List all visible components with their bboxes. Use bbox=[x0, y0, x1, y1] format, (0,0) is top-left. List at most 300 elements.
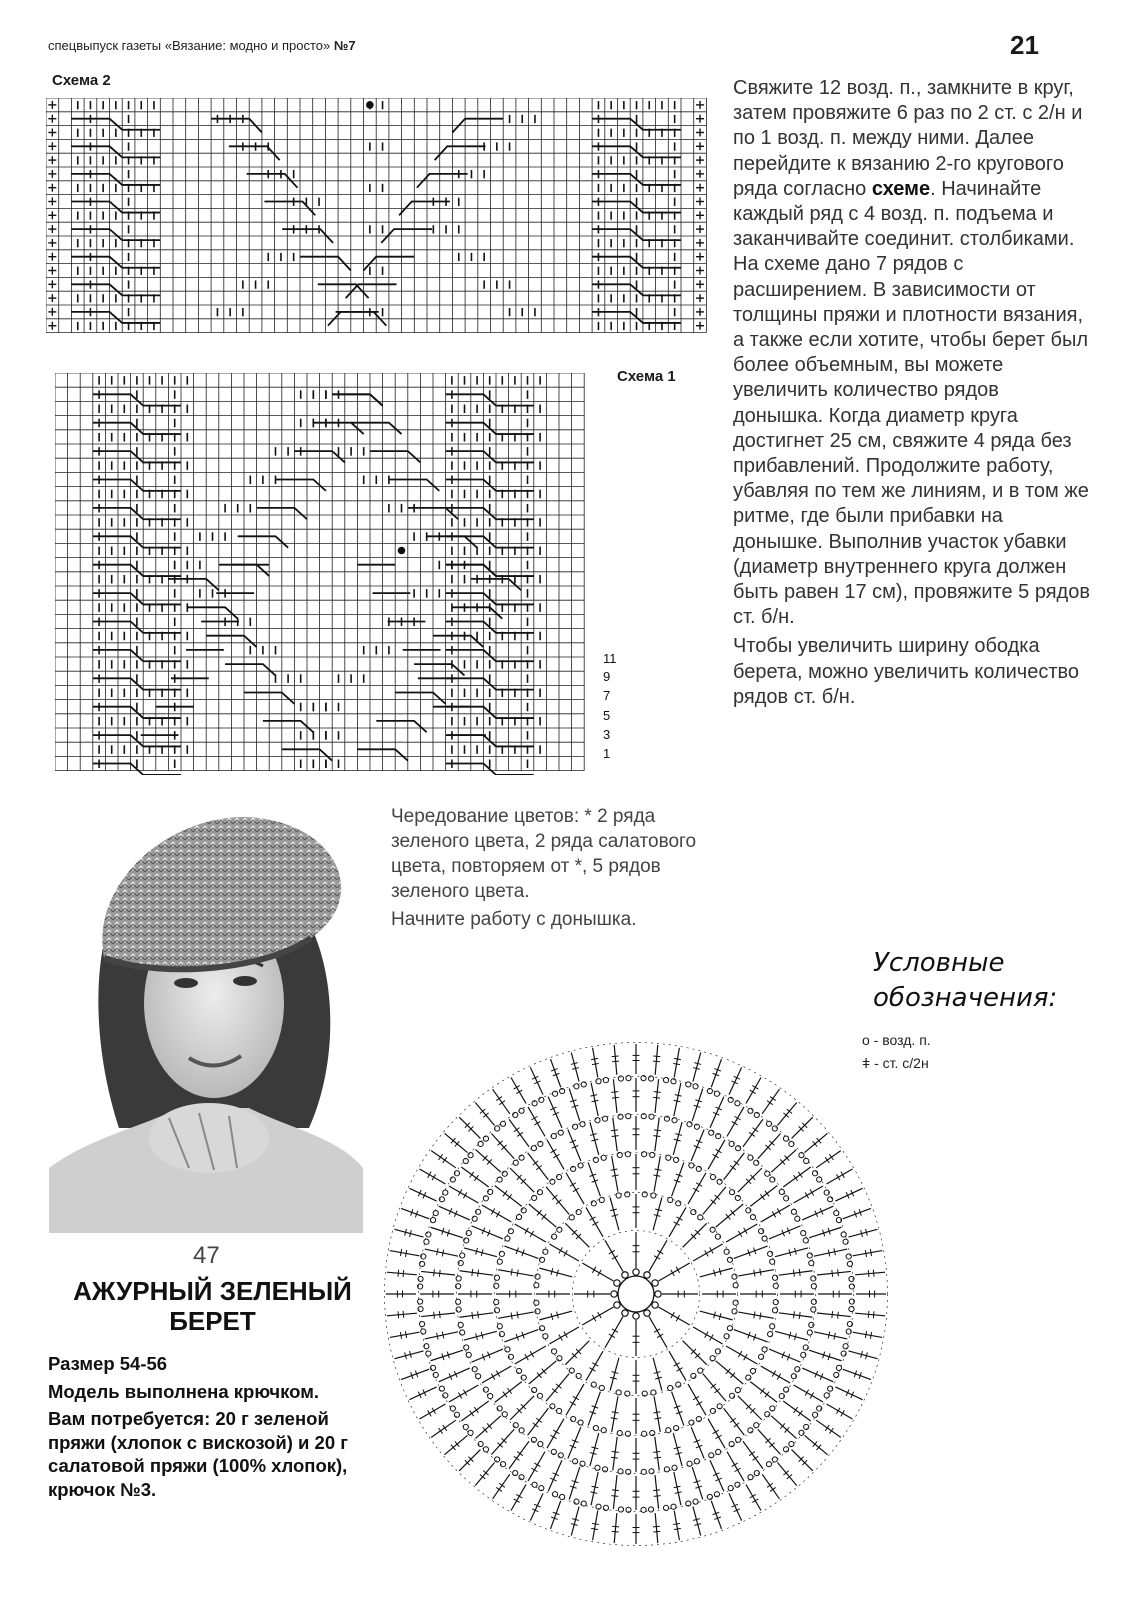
stitch-crossbar bbox=[873, 1270, 874, 1277]
chain-stitch bbox=[729, 1141, 734, 1146]
double-treble-stitch bbox=[548, 1097, 562, 1128]
long-stitch-line bbox=[71, 284, 160, 295]
chain-stitch bbox=[513, 1160, 518, 1165]
double-treble-stitch bbox=[816, 1420, 841, 1437]
chain-stitch bbox=[717, 1179, 722, 1184]
chain-stitch bbox=[573, 1124, 578, 1129]
chain-stitch bbox=[543, 1334, 548, 1339]
double-treble-stitch bbox=[498, 1312, 533, 1318]
stitch-crossbar bbox=[553, 1154, 559, 1158]
chain-stitch bbox=[468, 1430, 473, 1435]
long-stitch-line bbox=[71, 174, 160, 185]
chain-stitch bbox=[497, 1324, 502, 1329]
chain-stitch bbox=[614, 1302, 620, 1308]
long-stitch-line bbox=[187, 607, 237, 618]
stitch-crossbar bbox=[654, 1329, 660, 1333]
chain-stitch bbox=[505, 1347, 510, 1352]
stitch-crossbar bbox=[503, 1392, 507, 1398]
stitch-crossbar bbox=[499, 1483, 505, 1487]
double-treble-stitch bbox=[655, 1118, 659, 1152]
chain-stitch bbox=[456, 1307, 461, 1312]
chain-stitch bbox=[519, 1108, 524, 1113]
chain-stitch bbox=[625, 1192, 630, 1197]
chain-stitch bbox=[768, 1332, 773, 1337]
chain-stitch bbox=[426, 1232, 431, 1237]
stitch-crossbar bbox=[525, 1228, 529, 1234]
stitch-crossbar bbox=[400, 1332, 401, 1339]
stitch-crossbar bbox=[870, 1332, 871, 1339]
double-treble-stitch bbox=[613, 1118, 617, 1152]
chain-stitch bbox=[841, 1232, 846, 1237]
double-treble-stitch bbox=[708, 1419, 725, 1448]
double-treble-stitch bbox=[758, 1133, 781, 1158]
chain-stitch bbox=[472, 1216, 477, 1221]
stitch-crossbar bbox=[474, 1175, 478, 1181]
double-treble-stitch bbox=[449, 1186, 478, 1203]
double-treble-stitch bbox=[459, 1450, 480, 1471]
stitch-crossbar bbox=[654, 1169, 661, 1170]
chain-stitch bbox=[748, 1475, 753, 1480]
stitch-crossbar bbox=[654, 1496, 661, 1497]
stitch-crossbar bbox=[752, 1499, 758, 1503]
double-treble-stitch bbox=[849, 1229, 878, 1237]
double-treble-stitch bbox=[612, 1396, 618, 1431]
double-treble-stitch bbox=[546, 1374, 569, 1402]
stitch-crossbar bbox=[675, 1095, 682, 1096]
double-treble-stitch bbox=[569, 1089, 580, 1121]
stitch-crossbar bbox=[752, 1086, 758, 1090]
chain-stitch bbox=[476, 1374, 481, 1379]
grid-lines bbox=[46, 98, 706, 333]
double-treble-stitch bbox=[817, 1271, 851, 1275]
chain-stitch bbox=[663, 1078, 668, 1083]
double-treble-stitch bbox=[582, 1307, 613, 1325]
double-treble-stitch bbox=[390, 1251, 420, 1256]
stitch-crossbar bbox=[765, 1392, 769, 1398]
stitch-crossbar bbox=[760, 1312, 761, 1319]
stitch-crossbar bbox=[405, 1250, 406, 1257]
stitch-crossbar bbox=[612, 1061, 619, 1062]
stitch-crossbar bbox=[525, 1354, 529, 1360]
double-treble-stitch bbox=[674, 1048, 679, 1078]
chain-stitch bbox=[765, 1171, 770, 1176]
stitch-crossbar bbox=[592, 1100, 599, 1101]
double-treble-stitch bbox=[655, 1079, 659, 1113]
double-treble-stitch bbox=[743, 1441, 763, 1469]
stitch-crossbar bbox=[673, 1063, 680, 1064]
stitch-crossbar bbox=[838, 1312, 839, 1319]
chain-stitch bbox=[651, 1390, 656, 1395]
chain-stitch bbox=[633, 1313, 639, 1319]
legend-label: - возд. п. bbox=[873, 1032, 931, 1048]
stitch-crossbar bbox=[657, 1334, 663, 1338]
long-stitch-line bbox=[71, 257, 160, 268]
double-treble-stitch bbox=[738, 1168, 762, 1192]
chain-stitch bbox=[676, 1201, 681, 1206]
double-treble-stitch bbox=[586, 1207, 603, 1236]
double-treble-stitch bbox=[792, 1450, 813, 1471]
chain-stitch bbox=[450, 1406, 455, 1411]
chain-stitch bbox=[626, 1507, 631, 1512]
chain-stitch bbox=[454, 1412, 459, 1417]
stitch-crossbar bbox=[511, 1269, 512, 1276]
chain-stitch bbox=[488, 1393, 493, 1398]
stitch-crossbar bbox=[753, 1456, 759, 1460]
long-stitch-line bbox=[71, 146, 160, 157]
double-treble-stitch bbox=[835, 1387, 862, 1400]
double-treble-stitch bbox=[809, 1350, 841, 1361]
stitch-crossbar bbox=[732, 1463, 738, 1467]
double-treble-stitch bbox=[431, 1227, 463, 1238]
double-treble-stitch bbox=[569, 1467, 580, 1499]
chain-stitch bbox=[795, 1367, 800, 1372]
chain-stitch bbox=[811, 1284, 816, 1289]
stitch-crossbar bbox=[516, 1090, 522, 1094]
stitch-crossbar bbox=[428, 1172, 432, 1178]
double-treble-stitch bbox=[614, 1045, 617, 1075]
stitch-crossbar bbox=[710, 1335, 714, 1341]
double-treble-stitch bbox=[827, 1169, 853, 1184]
chain-stitch bbox=[552, 1492, 557, 1497]
chain-stitch bbox=[791, 1209, 796, 1214]
stitch-crossbar bbox=[754, 1270, 755, 1277]
stitch-crossbar bbox=[832, 1311, 833, 1318]
stitch-crossbar bbox=[437, 1248, 438, 1255]
stitch-crossbar bbox=[439, 1428, 443, 1434]
stitch-crossbar bbox=[674, 1058, 681, 1059]
chain-stitch bbox=[494, 1300, 499, 1305]
double-treble-stitch bbox=[805, 1133, 828, 1152]
double-treble-stitch bbox=[610, 1197, 619, 1230]
stitch-crossbar bbox=[531, 1468, 537, 1472]
chain-stitch bbox=[433, 1210, 438, 1215]
stitch-crossbar bbox=[838, 1269, 839, 1276]
stitch-crossbar bbox=[592, 1523, 599, 1524]
double-treble-stitch bbox=[565, 1223, 589, 1247]
stitch-crossbar bbox=[434, 1269, 435, 1276]
chain-stitch bbox=[696, 1166, 701, 1171]
double-treble-stitch bbox=[439, 1206, 470, 1220]
stitch-crossbar bbox=[533, 1161, 539, 1165]
double-treble-stitch bbox=[703, 1187, 726, 1215]
chain-stitch bbox=[551, 1134, 556, 1139]
chain-stitch bbox=[715, 1234, 720, 1239]
stitch-crossbar bbox=[825, 1425, 829, 1431]
double-treble-stitch bbox=[674, 1511, 679, 1541]
stitch-crossbar bbox=[825, 1157, 829, 1163]
chain-stitch bbox=[595, 1118, 600, 1123]
stitch-crossbar bbox=[589, 1368, 595, 1372]
chain-stitch bbox=[650, 1152, 655, 1157]
double-treble-stitch bbox=[703, 1374, 726, 1402]
stitch-crossbar bbox=[713, 1430, 719, 1434]
chain-stitch bbox=[727, 1326, 732, 1331]
chain-stitch bbox=[746, 1375, 751, 1380]
double-treble-stitch bbox=[692, 1089, 703, 1121]
double-treble-stitch bbox=[761, 1366, 790, 1383]
double-treble-symbol: ǂ bbox=[862, 1055, 871, 1071]
double-treble-stitch bbox=[692, 1467, 703, 1499]
stitch-crossbar bbox=[834, 1333, 835, 1340]
stitch-crossbar bbox=[516, 1494, 522, 1498]
chain-stitch bbox=[641, 1114, 646, 1119]
chain-stitch bbox=[601, 1155, 606, 1160]
chain-stitch bbox=[772, 1126, 777, 1131]
double-treble-stitch bbox=[591, 1083, 598, 1116]
stitch-crossbar bbox=[507, 1194, 511, 1200]
double-treble-stitch bbox=[783, 1167, 811, 1187]
stitch-crossbar bbox=[657, 1250, 663, 1254]
stitch-crossbar bbox=[598, 1312, 602, 1318]
double-treble-stitch bbox=[655, 1437, 659, 1471]
model-technique: Модель выполнена крючком. bbox=[48, 1380, 320, 1402]
stitch-crossbar bbox=[673, 1523, 680, 1524]
chain-stitch bbox=[728, 1486, 733, 1491]
double-treble-stitch bbox=[529, 1361, 557, 1384]
stitch-crossbar bbox=[765, 1191, 769, 1197]
chain-stitch bbox=[754, 1423, 759, 1428]
stitch-crossbar bbox=[836, 1408, 840, 1414]
stitch-crossbar bbox=[612, 1256, 618, 1260]
stitch-crossbar bbox=[507, 1388, 511, 1394]
chain-stitch bbox=[672, 1465, 677, 1470]
long-stitch-line bbox=[71, 229, 160, 240]
stitch-crossbar bbox=[828, 1332, 829, 1339]
double-treble-stitch bbox=[691, 1427, 704, 1458]
chain-stitch bbox=[849, 1276, 854, 1281]
chain-stitch bbox=[532, 1482, 537, 1487]
stitch-crossbar bbox=[590, 1492, 597, 1493]
double-treble-stitch bbox=[779, 1271, 813, 1275]
long-stitch-line bbox=[389, 480, 439, 491]
double-treble-stitch bbox=[673, 1433, 682, 1466]
double-treble-stitch bbox=[504, 1330, 538, 1342]
chain-stitch bbox=[443, 1190, 448, 1195]
stitch-crossbar bbox=[463, 1390, 467, 1396]
stitch-crossbar bbox=[841, 1172, 845, 1178]
double-treble-stitch bbox=[387, 1313, 417, 1316]
chain-stitch bbox=[418, 1299, 423, 1304]
double-treble-stitch bbox=[613, 1079, 617, 1113]
stitch-crossbar bbox=[760, 1194, 764, 1200]
chain-stitch bbox=[817, 1177, 822, 1182]
chain-stitch bbox=[456, 1299, 461, 1304]
double-treble-stitch bbox=[693, 1244, 722, 1261]
double-treble-stitch bbox=[409, 1387, 436, 1400]
chain-stitch bbox=[649, 1469, 654, 1474]
chain-stitch bbox=[642, 1431, 647, 1436]
instructions-rim-note: Чтобы увеличить ширину ободка берета, можно увеличить количество рядов ст. б/н. bbox=[733, 635, 1080, 708]
double-treble-stitch bbox=[529, 1204, 557, 1227]
stitch-crossbar bbox=[772, 1211, 776, 1217]
chain-stitch bbox=[674, 1157, 679, 1162]
stitch-crossbar bbox=[750, 1494, 756, 1498]
stitch-crossbar bbox=[734, 1423, 740, 1427]
double-treble-stitch bbox=[659, 1263, 690, 1281]
chain-stitch bbox=[762, 1347, 767, 1352]
double-treble-stitch bbox=[460, 1271, 494, 1275]
stitch-crossbar bbox=[511, 1312, 512, 1319]
double-treble-stitch bbox=[493, 1089, 510, 1114]
double-treble-stitch bbox=[464, 1248, 497, 1257]
chain-stitch bbox=[521, 1208, 526, 1213]
double-treble-stitch bbox=[614, 1513, 617, 1543]
double-treble-stitch bbox=[738, 1396, 762, 1420]
instructions-part: . Начинайте каждый ряд с 4 возд. п. подъема и заканчивайте соединит. столбиками. На схеме дано 7 рядов с расширением. В зависимости от толщины пряжи и плотности вязания, а также если хотите, чтобы берет был более объемным, вы можете увеличить количество рядов донышка. Когда диаметр круга достигнет 25 см, свяжите 4 ряда без прибавлений. Продолжите работу, убавляя по тем же линиям, и в том же ритме, где были прибавки на донышке. Выполнив участок убавки (диаметр внутреннего круга должен быть равен 17 см), провяжите 5 рядов ст. б/н. bbox=[733, 177, 1090, 629]
stitch-crossbar bbox=[770, 1097, 776, 1101]
chain-stitch bbox=[770, 1406, 775, 1411]
stitch-crossbar bbox=[611, 1130, 618, 1131]
stitch-crossbar bbox=[591, 1058, 598, 1059]
chain-stitch bbox=[556, 1408, 561, 1413]
chain-stitch bbox=[596, 1079, 601, 1084]
stitch-crossbar bbox=[653, 1490, 660, 1491]
chain-stitch bbox=[641, 1076, 646, 1081]
double-treble-stitch bbox=[708, 1140, 725, 1169]
round-crochet-chart bbox=[376, 994, 896, 1594]
double-treble-stitch bbox=[612, 1156, 618, 1191]
chain-stitch bbox=[500, 1121, 505, 1126]
stitch-crossbar bbox=[612, 1136, 619, 1137]
stitch-crossbar bbox=[760, 1269, 761, 1276]
double-treble-stitch bbox=[659, 1307, 690, 1325]
stitch-crossbar bbox=[612, 1490, 619, 1491]
stitch-crossbar bbox=[530, 1351, 534, 1357]
double-treble-stitch bbox=[590, 1122, 599, 1155]
double-treble-stitch bbox=[700, 1311, 733, 1320]
stitch-crossbar bbox=[517, 1452, 523, 1456]
chain-stitch bbox=[691, 1373, 696, 1378]
chain-stitch bbox=[483, 1447, 488, 1452]
long-stitch-line bbox=[225, 664, 275, 675]
double-treble-stitch bbox=[691, 1130, 704, 1161]
stitch-crossbar bbox=[536, 1165, 542, 1169]
chain-stitch bbox=[616, 1193, 621, 1198]
stitch-crossbar bbox=[735, 1468, 741, 1472]
chain-stitch bbox=[724, 1249, 729, 1254]
model-materials: Вам потребуется: 20 г зеленой пряжи (хлопок с вискозой) и 20 г салатовой пряжи (100% хлопок), крючок №3. bbox=[48, 1408, 348, 1500]
chain-stitch bbox=[464, 1238, 469, 1243]
chain-stitch bbox=[558, 1130, 563, 1135]
stitch-crossbar bbox=[398, 1311, 399, 1318]
chain-stitch bbox=[560, 1494, 565, 1499]
chain-stitch bbox=[633, 1269, 639, 1275]
stitch-crossbar bbox=[611, 1496, 618, 1497]
stitch-crossbar bbox=[828, 1250, 829, 1257]
chain-stitch bbox=[770, 1259, 775, 1264]
chain-stitch bbox=[591, 1382, 596, 1387]
double-treble-stitch bbox=[547, 1140, 564, 1169]
stitch-crossbar bbox=[760, 1388, 764, 1394]
stitch-crossbar bbox=[611, 1169, 618, 1170]
double-treble-stitch bbox=[510, 1168, 534, 1192]
double-treble-stitch bbox=[515, 1224, 546, 1242]
stitch-crossbar bbox=[564, 1332, 568, 1338]
double-treble-stitch bbox=[779, 1313, 813, 1317]
center-dot bbox=[366, 101, 374, 109]
chain-stitch bbox=[539, 1257, 544, 1262]
double-treble-stitch bbox=[654, 1156, 660, 1191]
double-treble-stitch bbox=[688, 1384, 706, 1415]
double-treble-stitch bbox=[472, 1349, 503, 1362]
stitch-crossbar bbox=[793, 1311, 794, 1318]
double-treble-stitch bbox=[482, 1205, 511, 1222]
color-alternation-paragraph: Чередование цветов: * 2 ряда зеленого цвета, 2 ряда салатового цвета, повторяем от *, 5 рядов зеленого цвета. bbox=[391, 806, 697, 902]
chain-stitch bbox=[729, 1393, 734, 1398]
stitch-crossbar bbox=[865, 1250, 866, 1257]
double-treble-stitch bbox=[734, 1330, 768, 1342]
stitch-crossbar bbox=[531, 1116, 537, 1120]
stitch-crossbar bbox=[589, 1217, 595, 1221]
chain-stitch bbox=[420, 1261, 425, 1266]
stitch-crossbar bbox=[592, 1063, 599, 1064]
stitch-crossbar bbox=[514, 1499, 520, 1503]
double-treble-stitch bbox=[495, 1186, 522, 1207]
double-treble-stitch bbox=[674, 1472, 681, 1505]
start-note: Начните работу с донышка. bbox=[391, 909, 637, 930]
double-treble-stitch bbox=[653, 1197, 662, 1230]
chain-stitch bbox=[626, 1469, 631, 1474]
double-treble-stitch bbox=[814, 1332, 847, 1339]
stitch-crossbar bbox=[514, 1086, 520, 1090]
stitch-crossbar bbox=[754, 1311, 755, 1318]
stitch-crossbar bbox=[517, 1270, 518, 1277]
chain-stitch bbox=[618, 1076, 623, 1081]
chain-stitch bbox=[456, 1284, 461, 1289]
stitch-crossbar bbox=[749, 1132, 755, 1136]
stitch-crossbar bbox=[870, 1249, 871, 1256]
double-treble-stitch bbox=[530, 1493, 543, 1520]
double-treble-stitch bbox=[549, 1327, 578, 1344]
double-treble-stitch bbox=[738, 1270, 773, 1276]
stitch-crossbar bbox=[612, 1175, 619, 1176]
chain-stitch bbox=[655, 1291, 661, 1297]
double-treble-stitch bbox=[729, 1067, 742, 1094]
chain-stitch bbox=[716, 1449, 721, 1454]
double-treble-stitch bbox=[539, 1311, 572, 1320]
stitch-crossbar bbox=[592, 1315, 596, 1321]
stitch-crossbar bbox=[653, 1061, 660, 1062]
double-treble-stitch bbox=[738, 1312, 773, 1318]
stitch-crossbar bbox=[653, 1412, 660, 1413]
chain-stitch bbox=[494, 1275, 499, 1280]
double-treble-stitch bbox=[605, 1240, 623, 1271]
stitch-crossbar bbox=[805, 1192, 809, 1198]
double-treble-stitch bbox=[571, 1507, 579, 1536]
chain-stitch bbox=[693, 1084, 698, 1089]
stitch-crossbar bbox=[799, 1269, 800, 1276]
center-dot bbox=[398, 547, 406, 555]
stitch-crossbar bbox=[496, 1097, 502, 1101]
chain-stitch bbox=[807, 1253, 812, 1258]
chain-stitch bbox=[556, 1174, 561, 1179]
chain-stitch bbox=[535, 1274, 540, 1279]
double-treble-stitch bbox=[419, 1404, 445, 1419]
double-treble-stitch bbox=[566, 1384, 584, 1415]
stitch-crossbar bbox=[592, 1363, 598, 1367]
stitch-crossbar bbox=[517, 1132, 523, 1136]
double-treble-stitch bbox=[539, 1268, 572, 1277]
stitch-crossbar bbox=[398, 1270, 399, 1277]
stitch-crossbar bbox=[458, 1189, 462, 1195]
long-stitch-line bbox=[71, 202, 160, 213]
stitch-crossbar bbox=[592, 1267, 596, 1273]
chain-stitch bbox=[578, 1163, 583, 1168]
double-treble-stitch bbox=[590, 1433, 599, 1466]
stitch-crossbar bbox=[611, 1092, 618, 1093]
chain-stitch bbox=[531, 1146, 536, 1151]
chain-stitch bbox=[418, 1284, 423, 1289]
